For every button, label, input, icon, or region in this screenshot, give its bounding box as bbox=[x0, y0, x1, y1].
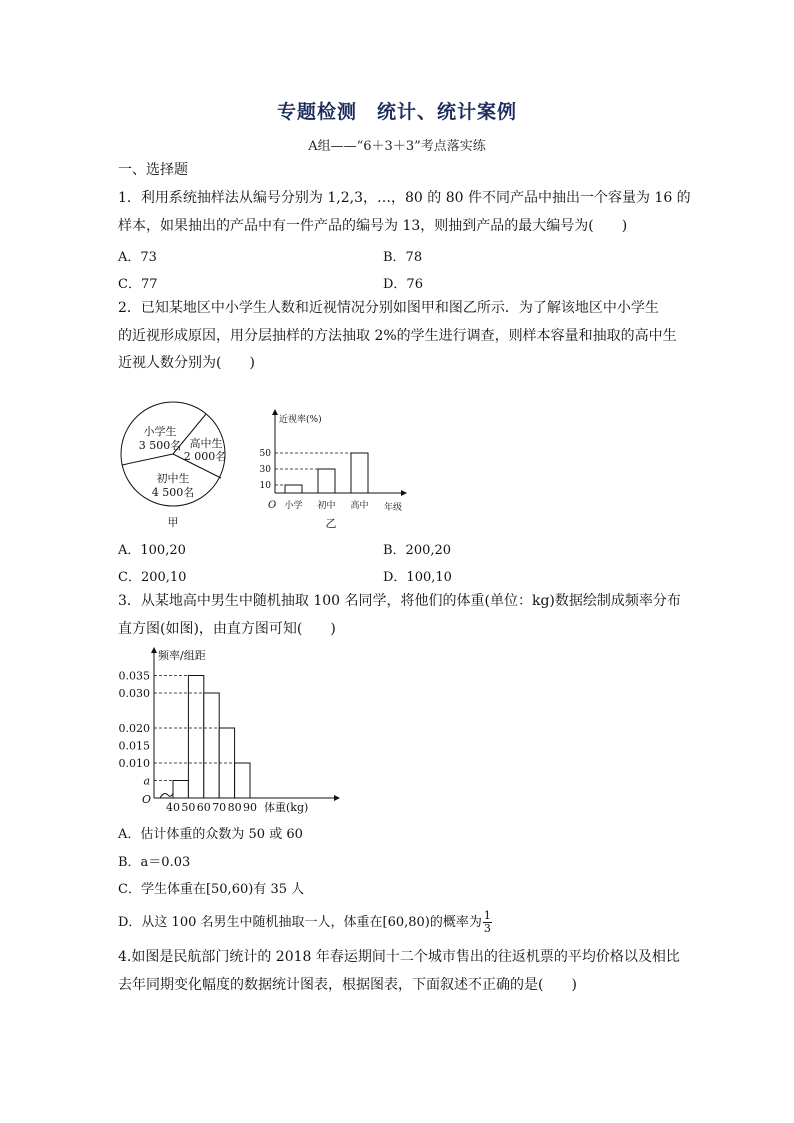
bar-y-arrow bbox=[272, 409, 278, 415]
hist-y-tick-label: 0.010 bbox=[118, 757, 150, 770]
hist-x-tick-label: 90 bbox=[243, 801, 257, 814]
bar-chart-yi bbox=[255, 405, 410, 535]
bar-category-label: 高中 bbox=[350, 501, 369, 511]
q1-option-b: B．78 bbox=[383, 250, 423, 265]
bar-x-arrow bbox=[401, 490, 407, 496]
hist-y-tick-label: 0.035 bbox=[118, 669, 150, 683]
hist-y-label: 频率/组距 bbox=[158, 649, 206, 662]
q3-line-1: 3．从某地高中男生中随机抽取 100 名同学，将他们的体重(单位：kg)数据绘制成频率分布 bbox=[118, 593, 681, 609]
q2-line-3: 近视人数分别为( ) bbox=[118, 355, 255, 371]
pie-label-high-value: 2 000名 bbox=[183, 450, 227, 463]
q1-option-a: A．73 bbox=[118, 250, 157, 265]
bar-caption: 乙 bbox=[325, 517, 337, 530]
hist-bar bbox=[204, 693, 219, 798]
q3-option-c: C．学生体重在[50,60)有 35 人 bbox=[118, 882, 305, 897]
q3-option-d-text: D．从这 100 名男生中随机抽取一人，体重在[60,80)的概率为 bbox=[118, 915, 482, 930]
pie-label-primary-value: 3 500名 bbox=[138, 439, 182, 452]
pie-label-junior-name: 初中生 bbox=[156, 472, 190, 485]
hist-bar bbox=[173, 781, 188, 799]
bar-x-label: 年级 bbox=[383, 503, 402, 513]
fraction-numerator: 1 bbox=[483, 909, 491, 922]
bar bbox=[318, 469, 335, 493]
hist-axis-break bbox=[160, 791, 174, 798]
page-title: 专题检测 统计、统计案例 bbox=[276, 101, 517, 123]
bar-category-label: 小学 bbox=[284, 501, 303, 511]
bar-category-label: 初中 bbox=[317, 501, 336, 511]
bar bbox=[285, 485, 302, 493]
hist-y-tick-label: 0.020 bbox=[118, 722, 150, 735]
bar bbox=[351, 453, 368, 493]
q3-line-2: 直方图(如图)，由直方图可知( ) bbox=[118, 621, 336, 637]
hist-y-tick-label: a bbox=[143, 774, 150, 788]
q3-option-d bbox=[118, 910, 492, 935]
hist-bar bbox=[235, 763, 250, 798]
hist-x-tick-label: 60 bbox=[196, 801, 211, 814]
hist-x-tick-label: 80 bbox=[227, 801, 242, 814]
q2-option-c: C．200,10 bbox=[118, 570, 187, 585]
section-heading: 一、选择题 bbox=[118, 162, 188, 178]
hist-x-tick-label: 70 bbox=[212, 801, 227, 814]
q3-option-a: A．估计体重的众数为 50 或 60 bbox=[118, 827, 303, 842]
q1-line-2: 样本，如果抽出的产品中有一件产品的编号为 13，则抽到产品的最大编号为( ) bbox=[118, 218, 628, 234]
fraction-denominator: 3 bbox=[483, 922, 491, 935]
q1-option-d: D．76 bbox=[383, 277, 423, 292]
pie-divider-2 bbox=[122, 454, 173, 465]
bar-y-tick-label: 50 bbox=[259, 449, 271, 459]
q4-line-1: 4.如图是民航部门统计的 2018 年春运期间十二个城市售出的往返机票的平均价格以及相比 bbox=[118, 949, 680, 965]
hist-y-arrow bbox=[151, 647, 157, 653]
q2-line-1: 2．已知某地区中小学生人数和近视情况分别如图甲和图乙所示．为了解该地区中小学生 bbox=[118, 300, 659, 316]
bar-y-tick-label: 30 bbox=[259, 465, 271, 475]
q2-option-a: A．100,20 bbox=[118, 543, 186, 558]
pie-label-high-name: 高中生 bbox=[189, 437, 223, 450]
bar-y-label: 近视率(%) bbox=[279, 415, 322, 425]
page-subtitle: A组——“6＋3＋3”考点落实练 bbox=[308, 139, 486, 154]
q4-line-2: 去年同期变化幅度的数据统计图表，根据图表，下面叙述不正确的是( ) bbox=[118, 977, 577, 993]
pie-chart-jia bbox=[118, 398, 238, 538]
q2-option-d: D．100,10 bbox=[383, 570, 452, 585]
histogram-chart bbox=[116, 643, 346, 815]
hist-x-arrow bbox=[334, 795, 340, 801]
hist-y-tick-label: 0.030 bbox=[118, 687, 150, 700]
hist-y-tick-label: 0.015 bbox=[118, 739, 150, 753]
hist-x-tick-label: 50 bbox=[181, 801, 196, 814]
pie-label-primary-name: 小学生 bbox=[143, 425, 177, 438]
hist-bar bbox=[188, 676, 203, 799]
hist-x-label: 体重(kg) bbox=[264, 801, 309, 814]
q1-line-1: 1．利用系统抽样法从编号分别为 1,2,3，…，80 的 80 件不同产品中抽出一个容量为 16 的 bbox=[118, 190, 691, 206]
q3-option-b: B．a＝0.03 bbox=[118, 855, 191, 870]
pie-caption: 甲 bbox=[167, 516, 179, 529]
q3-option-d-fraction bbox=[483, 910, 492, 935]
q2-line-2: 的近视形成原因，用分层抽样的方法抽取 2%的学生进行调查，则样本容量和抽取的高中生 bbox=[118, 328, 677, 344]
q1-option-c: C．77 bbox=[118, 277, 158, 292]
hist-origin-label: O bbox=[142, 793, 152, 806]
hist-x-tick-label: 40 bbox=[166, 801, 180, 814]
pie-label-junior-value: 4 500名 bbox=[151, 486, 195, 499]
bar-origin-label: O bbox=[268, 500, 277, 511]
q2-option-b: B．200,20 bbox=[383, 543, 452, 558]
bar-y-tick-label: 10 bbox=[259, 481, 271, 491]
